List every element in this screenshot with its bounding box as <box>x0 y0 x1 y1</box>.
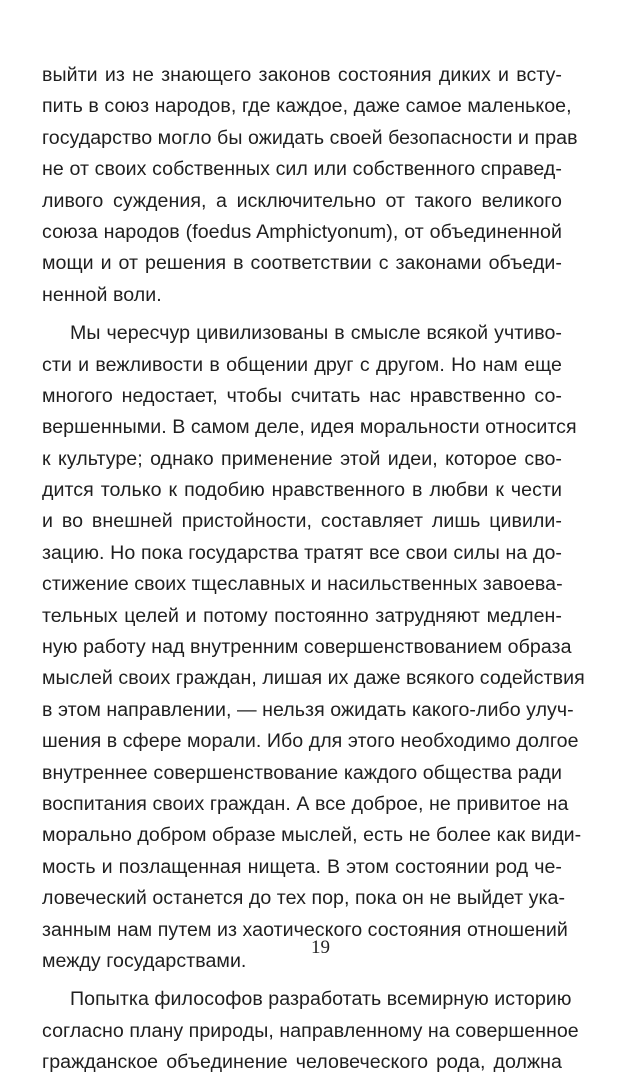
text-line: ловеческий останется до тех пор, пока он не выйдет ука- <box>42 887 566 910</box>
text-line: ливого суждения, а исключительно от такого великого <box>42 189 562 212</box>
text-line: ненной воли. <box>42 283 162 306</box>
text-line: стижение своих тщеславных и насильственных завоева- <box>42 573 563 596</box>
text-line: сти и вежливости в общении друг с другом. Но нам еще <box>42 353 562 376</box>
paragraph-3 <box>42 984 579 1078</box>
text-line: мыслей своих граждан, лишая их даже всякого содействия <box>42 667 585 690</box>
text-line: зацию. Но пока государства тратят все свои силы на до- <box>42 541 562 564</box>
text-line: к культуре; однако применение этой идеи, которое сво- <box>42 447 562 470</box>
text-line: Попытка философов разработать всемирную историю <box>70 988 572 1011</box>
text-line: между государствами. <box>42 949 247 972</box>
text-line: многого недостает, чтобы считать нас нравственно со- <box>42 384 562 407</box>
text-line: выйти из не знающего законов состояния диких и всту- <box>42 64 562 86</box>
page-number: 19 <box>311 937 330 958</box>
text-line: внутреннее совершенствование каждого общества ради <box>42 761 562 784</box>
text-line: гражданское объединение человеческого рода, должна <box>42 1051 562 1074</box>
text-line: Мы чересчур цивилизованы в смысле всякой учтиво- <box>70 322 562 345</box>
text-line: союза народов (foedus Amphictyonum), от объединенной <box>42 220 562 243</box>
body-text <box>42 60 585 1079</box>
text-line: согласно плану природы, направленному на совершенное <box>42 1019 579 1042</box>
text-line: не от своих собственных сил или собственного справед- <box>42 158 562 181</box>
text-line: в этом направлении, — нельзя ожидать какого-либо улуч- <box>42 698 574 721</box>
text-line: ную работу над внутренним совершенствованием образа <box>42 636 572 659</box>
text-line: морально добром образе мыслей, есть не более как види- <box>42 824 582 847</box>
text-line: и во внешней пристойности, составляет лишь цивили- <box>42 510 562 533</box>
text-line: шения в сфере морали. Ибо для этого необходимо долгое <box>42 730 579 753</box>
text-line: занным нам путем из хаотического состояния отношений <box>42 918 568 941</box>
paragraph-1 <box>42 60 578 311</box>
paragraph-gap <box>42 311 562 318</box>
text-line: вершенными. В самом деле, идея моральности относится <box>42 416 577 439</box>
text-line: воспитания своих граждан. А все доброе, не привитое на <box>42 792 569 815</box>
text-line: тельных целей и потому постоянно затрудняют медлен- <box>42 604 562 627</box>
text-line: государство могло бы ожидать своей безопасности и прав <box>42 126 578 149</box>
text-line: дится только к подобию нравственного в любви к чести <box>42 479 562 502</box>
paragraph-2 <box>42 318 585 977</box>
text-line: мощи и от решения в соответствии с законами объеди- <box>42 252 562 275</box>
text-line: пить в союз народов, где каждое, даже самое маленькое, <box>42 95 572 118</box>
paragraph-gap <box>42 977 562 984</box>
text-line: мость и позлащенная нищета. В этом состоянии род че- <box>42 855 562 878</box>
